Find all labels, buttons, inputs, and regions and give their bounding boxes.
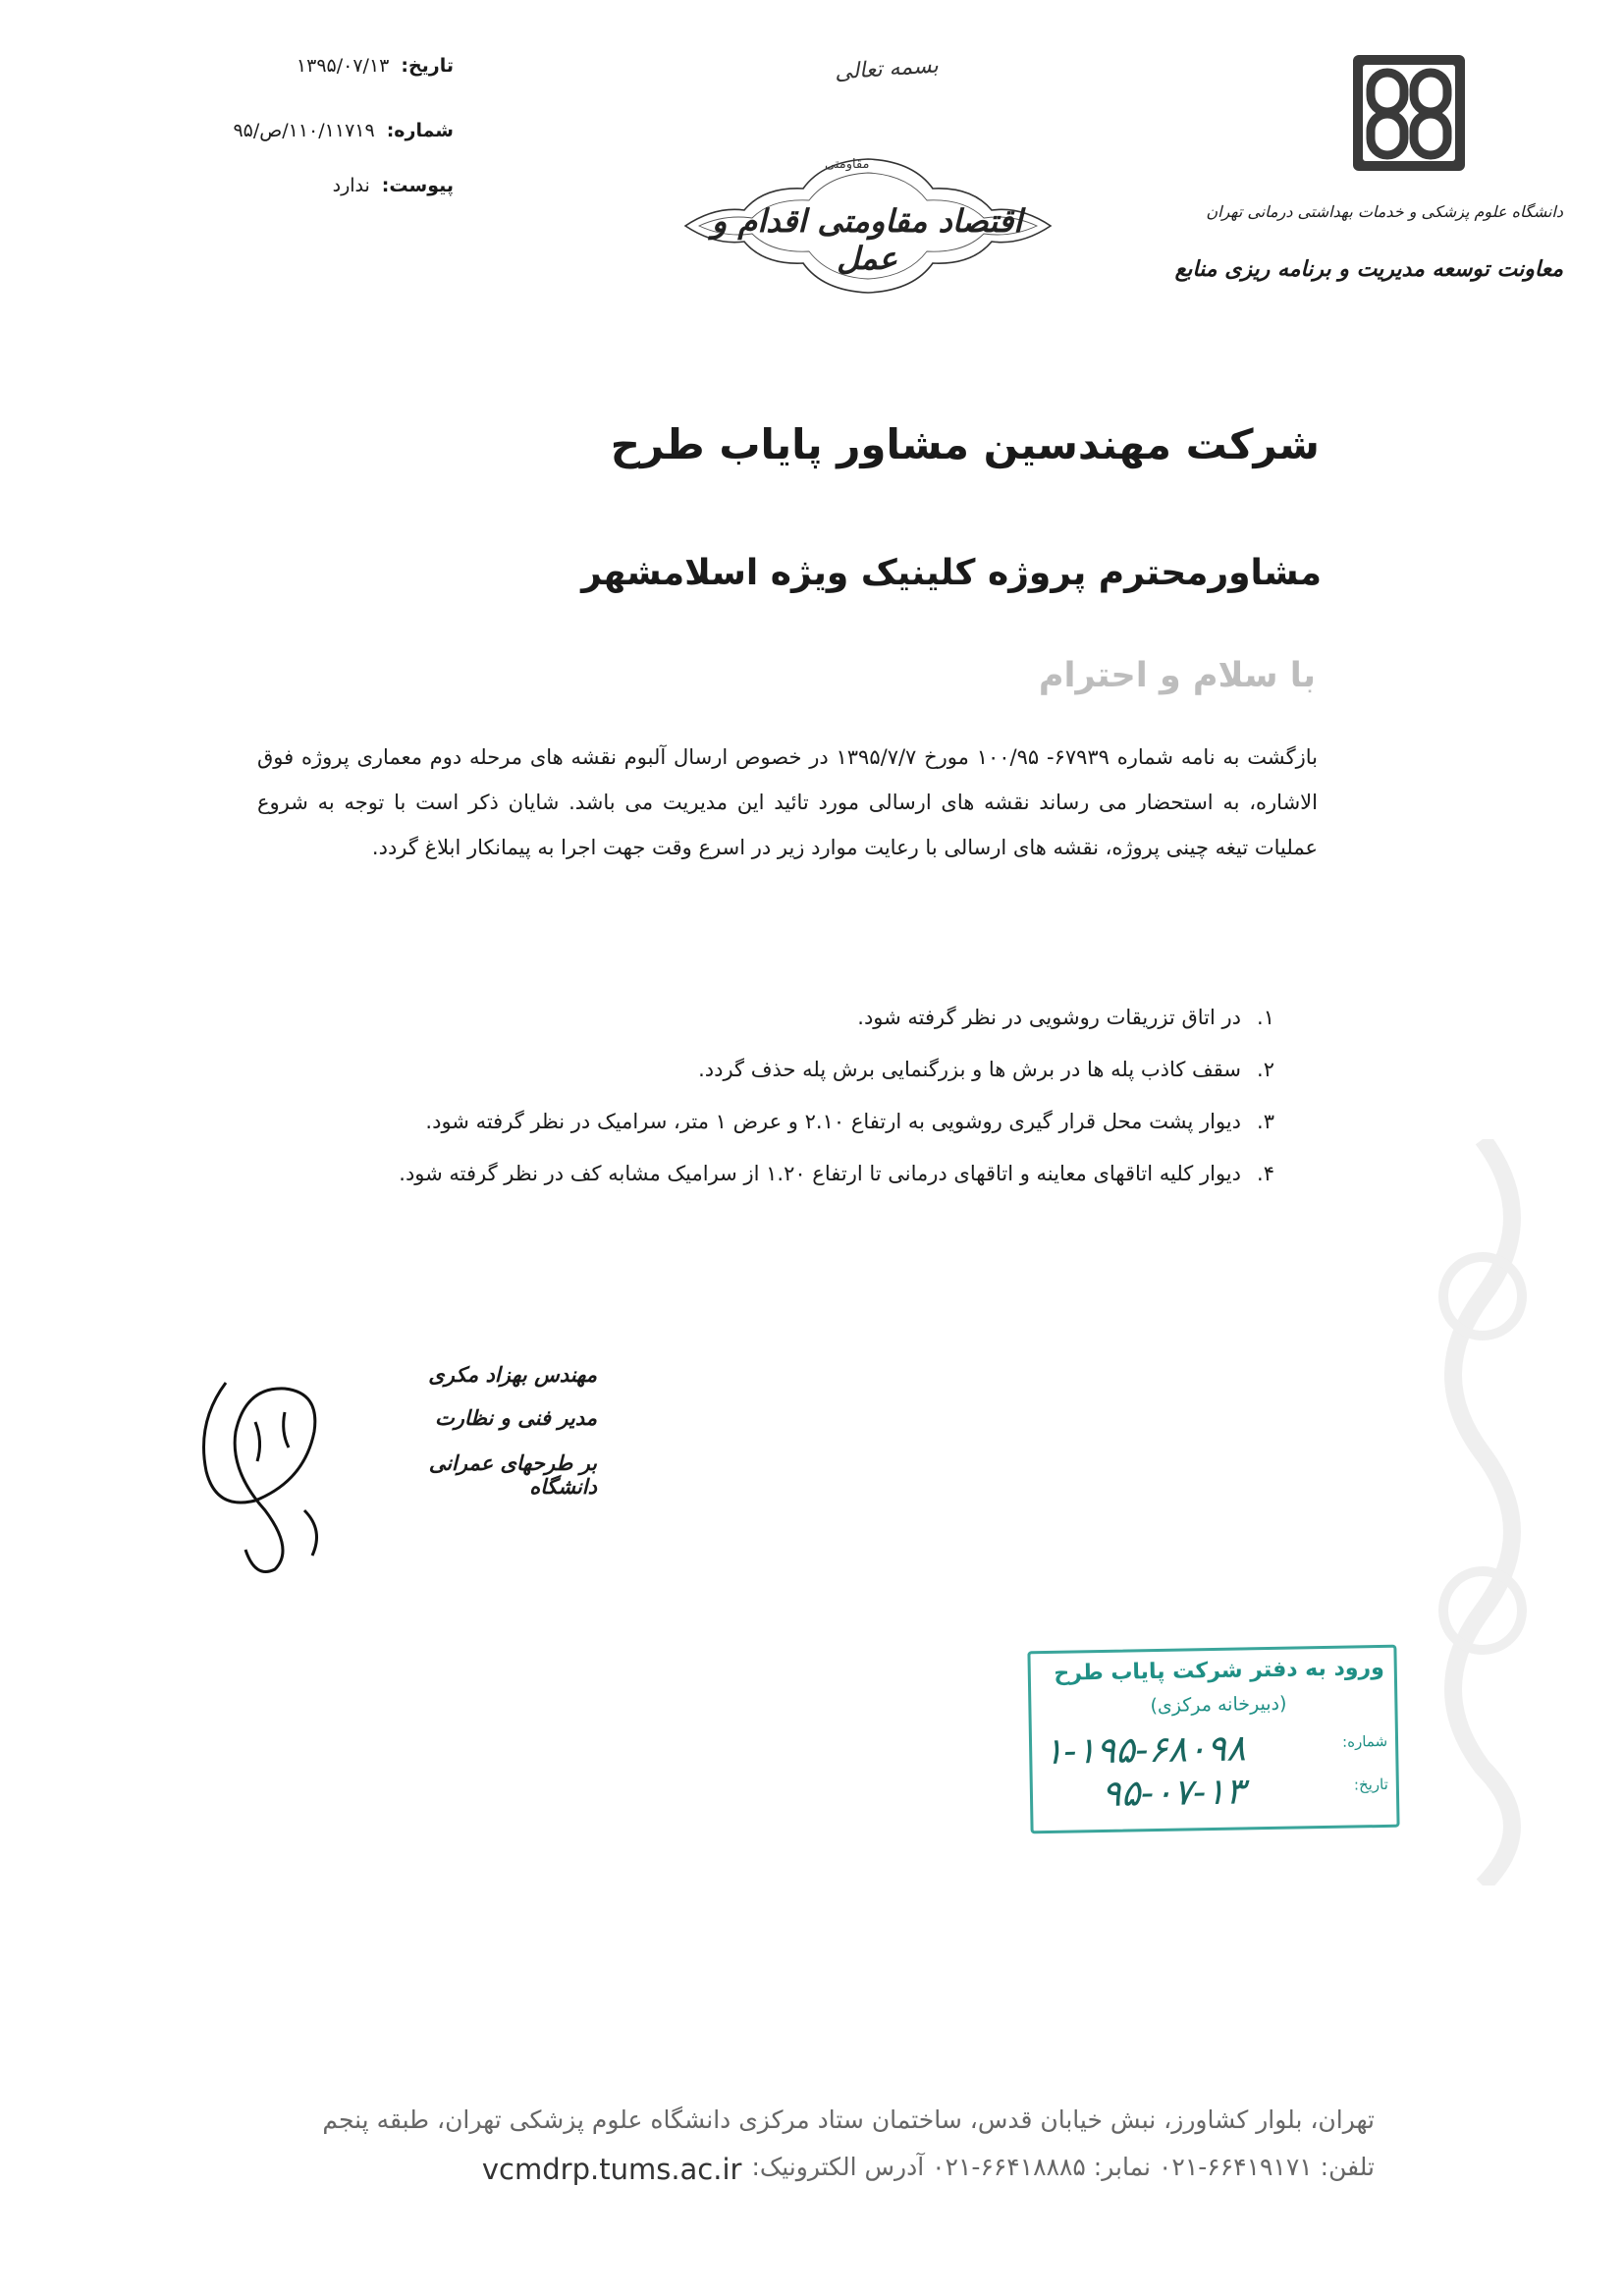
attachment-label: پیوست: <box>381 175 454 196</box>
list-item-text: سقف کاذب پله ها در برش ها و بزرگنمایی برش پله حذف گردد. <box>698 1058 1241 1081</box>
recipient-title: مشاورمحترم پروژه کلینیک ویژه اسلامشهر <box>581 553 1322 593</box>
signer-scope: بر طرحهای عمرانی دانشگاه <box>428 1451 597 1499</box>
stamp-date-value: ۹۵-۰۷-۱۳ <box>1101 1770 1246 1815</box>
attachment-value: ندارد <box>332 175 370 196</box>
stamp-number-label: شماره: <box>1341 1731 1388 1751</box>
list-item <box>245 1096 1274 1148</box>
signature-drawing <box>187 1363 344 1579</box>
list-item-number: ۲. <box>1257 1058 1274 1081</box>
footer-website[interactable]: vcmdrp.tums.ac.ir <box>481 2153 742 2186</box>
date-row <box>297 55 454 77</box>
list-item-text: دیوار کلیه اتاقهای معاینه و اتاقهای درمانی تا ارتفاع ۱.۲۰ از سرامیک مشابه کف در نظر گرفته شود. <box>399 1162 1241 1185</box>
invocation: بسمه تعالی <box>834 53 940 85</box>
list-item-number: ۳. <box>1257 1110 1274 1133</box>
slogan-top: مقاومتی <box>825 157 870 172</box>
university-logo <box>1351 53 1467 173</box>
stamp-subtitle: (دبیرخانه مرکزی) <box>1150 1692 1287 1718</box>
stamp-title: ورود به دفتر شرکت پایاب طرح <box>1054 1655 1384 1686</box>
footer-contact <box>482 2153 1375 2186</box>
watermark-ornament <box>1384 1139 1581 1886</box>
date-value: ۱۳۹۵/۰۷/۱۳ <box>296 55 390 77</box>
greeting: با سلام و احترام <box>1038 656 1316 695</box>
list-item <box>245 1148 1274 1200</box>
signer-name: مهندس بهزاد مکری <box>428 1363 597 1387</box>
number-row <box>233 120 454 141</box>
footer-phone: تلفن: ۶۶۴۱۹۱۷۱-۰۲۱ نمابر: ۶۶۴۱۸۸۸۵-۰۲۱ آدرس الکترونیک: <box>751 2153 1375 2181</box>
list-item-number: ۱. <box>1257 1006 1274 1029</box>
requirements-list <box>245 992 1274 1200</box>
slogan-main: اقتصاد مقاومتی اقدام و عمل <box>711 202 1023 277</box>
signer-position: مدیر فنی و نظارت <box>434 1406 597 1430</box>
letter-body: بازگشت به نامه شماره ۶۷۹۳۹- ۱۰۰/۹۵ مورخ ۱۳۹۵/۷/۷ در خصوص ارسال آلبوم نقشه های مرحله دوم معماری پروژه فوق الاشاره، به استحضار می رساند نقشه های ارسالی مورد تائید این مدیریت می باشد. شایان ذکر است با توجه به شروع عملیات تیغه چینی پروژه، نقشه های ارسالی با رعایت موارد زیر در اسرع وقت جهت اجرا به پیمانکار ابلاغ گردد. <box>257 745 1318 859</box>
number-label: شماره: <box>386 120 454 141</box>
footer-address: تهران، بلوار کشاورز، نبش خیابان قدس، ساختمان ستاد مرکزی دانشگاه علوم پزشکی تهران، طبقه پنجم <box>322 2105 1375 2134</box>
list-item-number: ۴. <box>1257 1162 1274 1185</box>
list-item <box>245 1044 1274 1096</box>
date-label: تاریخ: <box>401 55 454 77</box>
list-item-text: دیوار پشت محل قرار گیری روشویی به ارتفاع ۲.۱۰ و عرض ۱ متر، سرامیک در نظر گرفته شود. <box>425 1110 1241 1133</box>
university-name: دانشگاه علوم پزشکی و خدمات بهداشتی درمانی تهران <box>1206 202 1563 221</box>
list-item <box>245 992 1274 1044</box>
list-item-text: در اتاق تزریقات روشویی در نظر گرفته شود. <box>857 1006 1241 1029</box>
stamp-number-value: ۱-۱۹۵-۶۸۰۹۸ <box>1043 1726 1247 1774</box>
stamp-date-label: تاریخ: <box>1353 1775 1388 1794</box>
recipient-company: شرکت مهندسین مشاور پایاب طرح <box>610 420 1320 468</box>
deputy-name: معاونت توسعه مدیریت و برنامه ریزی منابع <box>1174 257 1563 282</box>
attachment-row <box>333 175 454 196</box>
receipt-stamp <box>1027 1645 1399 1834</box>
number-value: ۱۱۰/۱۱۷۱۹/ص/۹۵ <box>233 120 375 141</box>
